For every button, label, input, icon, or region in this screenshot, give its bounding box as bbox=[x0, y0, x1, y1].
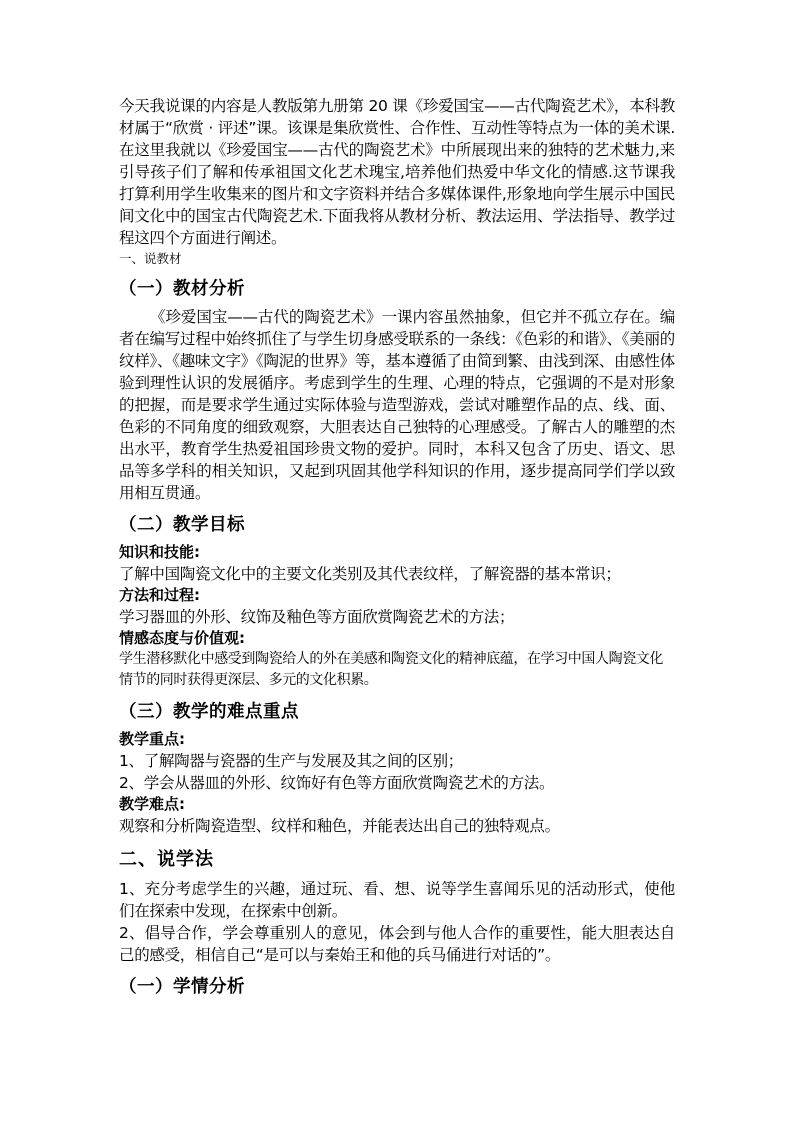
text-emotion-values: 学生潜移默化中感受到陶瓷给人的外在美感和陶瓷文化的精神底蕴，在学习中国人陶瓷文化情节的同时获得更深层、多元的文化积累。 bbox=[119, 651, 663, 688]
text-knowledge-skills: 了解中国陶瓷文化中的主要文化类别及其代表纹样，了解瓷器的基本常识； bbox=[119, 565, 621, 583]
heading-student-analysis: （一）学情分析 bbox=[119, 977, 245, 997]
heading-textbook-analysis: （一）教材分析 bbox=[119, 279, 245, 299]
learning-method-item: 1、充分考虑学生的兴趣，通过玩、看、想、说等学生喜闻乐见的活动形式，使他们在探索中发现，在探索中创新。 bbox=[119, 880, 675, 920]
label-emotion-values: 情感态度与价值观: bbox=[119, 629, 245, 647]
document-content bbox=[119, 93, 675, 1004]
label-method-process: 方法和过程: bbox=[119, 586, 200, 604]
heading-key-points: （三）教学的难点重点 bbox=[119, 702, 299, 722]
intro-paragraph: 今天我说课的内容是人教版第九册第 20 课《珍爱国宝——古代陶瓷艺术》，本科教材属于“欣赏 · 评述”课。该课是集欣赏性、合作性、互动性等特点为一体的美术课.在这里我就以《珍爱国宝——古代的陶瓷艺术》中所展现出来的独特的艺术魅力,来引导孩子们了解和传承祖国文化艺术瑰宝,培养他们热爱中华文化的情感.这节课我打算利用学生收集来的图片和文字资料并结合多媒体课件,形象地向学生展示中国民间文化中的国宝古代陶瓷艺术.下面我将从教材分析、教法运用、学法指导、教学过程这四个方面进行阐述。 bbox=[119, 97, 675, 247]
label-teaching-focus: 教学重点: bbox=[119, 730, 185, 748]
text-method-process: 学习器皿的外形、纹饰及釉色等方面欣赏陶瓷艺术的方法； bbox=[119, 608, 515, 626]
label-knowledge-skills: 知识和技能: bbox=[119, 543, 200, 561]
textbook-analysis-paragraph: 《珍爱国宝——古代的陶瓷艺术》一课内容虽然抽象，但它并不孤立存在。编者在编写过程中始终抓住了与学生切身感受联系的一条线：《色彩的和谐》、《美丽的纹样》、《趣味文字》《陶泥的世界》等，基本遵循了由简到繁、由浅到深、由感性体验到理性认识的发展循序。考虑到学生的生理、心理的特点，它强调的不是对形象的把握，而是要求学生通过实际体验与造型游戏，尝试对雕塑作品的点、线、面、色彩的不同角度的细致观察，大胆表达自己独特的心理感受。了解古人的雕塑的杰出水平，教育学生热爱祖国珍贵文物的爱护。同时，本科又包含了历史、语文、思品等多学科的相关知识，又起到巩固其他学科知识的作用，逐步提高同学们学以致用相互贯通。 bbox=[119, 308, 675, 502]
label-teaching-difficulty: 教学难点: bbox=[119, 795, 185, 813]
focus-item: 1、了解陶器与瓷器的生产与发展及其之间的区别； bbox=[119, 752, 463, 770]
learning-method-item: 2、倡导合作，学会尊重别人的意见，体会到与他人合作的重要性，能大胆表达自己的感受，相信自己“是可以与秦始王和他的兵马俑进行对话的”。 bbox=[119, 924, 675, 964]
section-title-textbook: 一、说教材 bbox=[119, 251, 182, 266]
text-teaching-difficulty: 观察和分析陶瓷造型、纹样和釉色，并能表达出自己的独特观点。 bbox=[119, 817, 560, 835]
focus-item: 2、学会从器皿的外形、纹饰好有色等方面欣赏陶瓷艺术的方法。 bbox=[119, 774, 555, 792]
heading-teaching-goals: （二）教学目标 bbox=[119, 515, 245, 535]
heading-learning-method: 二、说学法 bbox=[119, 849, 214, 870]
